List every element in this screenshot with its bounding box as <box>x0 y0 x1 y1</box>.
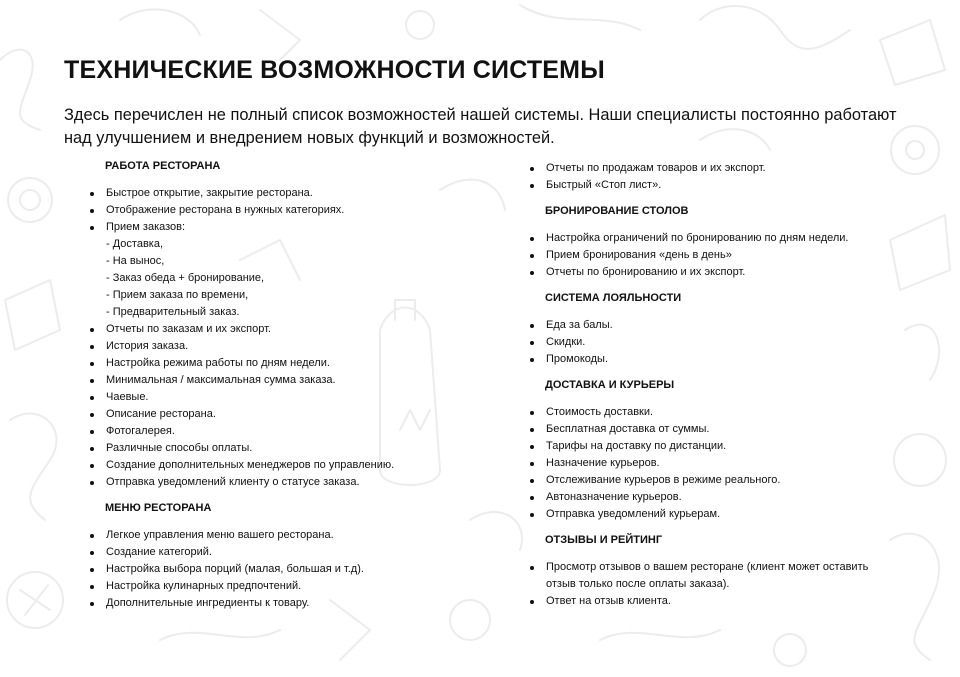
restaurant-work-list <box>88 185 448 491</box>
list-item: Различные способы оплаты. <box>88 440 448 457</box>
list-item: Легкое управления меню вашего ресторана. <box>88 527 448 544</box>
list-item: Отправка уведомлений курьерам. <box>528 506 898 523</box>
list-item: Назначение курьеров. <box>528 455 898 472</box>
page-title: ТЕХНИЧЕСКИЕ ВОЗМОЖНОСТИ СИСТЕМЫ <box>64 56 605 84</box>
section-title-loyalty: СИСТЕМА ЛОЯЛЬНОСТИ <box>545 292 682 304</box>
list-item: Прием бронирования «день в день» <box>528 247 898 264</box>
list-item: Скидки. <box>528 334 898 351</box>
section-title-table-booking: БРОНИРОВАНИЕ СТОЛОВ <box>545 205 689 217</box>
section-title-reviews: ОТЗЫВЫ И РЕЙТИНГ <box>545 534 663 546</box>
list-item: Промокоды. <box>528 351 898 368</box>
list-item: Отчеты по бронированию и их экспорт. <box>528 264 898 281</box>
reviews-list <box>528 559 898 610</box>
list-subitem: - Заказ обеда + бронирование, <box>106 272 265 284</box>
section-title-restaurant-menu: МЕНЮ РЕСТОРАНА <box>105 502 212 514</box>
list-subitem: - Предварительный заказ. <box>106 306 240 318</box>
list-item: Отслеживание курьеров в режиме реального. <box>528 472 898 489</box>
list-item: Дополнительные ингредиенты к товару. <box>88 595 448 612</box>
list-subitem: - Доставка, <box>106 238 164 250</box>
list-subitem: - Прием заказа по времени, <box>106 289 249 301</box>
list-item: Просмотр отзывов о вашем ресторане (клиент может оставить отзыв только после оплаты заказа). <box>528 559 898 593</box>
list-item: Отчеты по продажам товаров и их экспорт. <box>528 160 898 177</box>
intro-paragraph: Здесь перечислен не полный список возможностей нашей системы. Наши специалисты постоянно работают над улучшением и внедрением новых функций и возможностей. <box>64 106 897 147</box>
list-item: Настройка выбора порций (малая, большая и т.д). <box>88 561 448 578</box>
list-item: История заказа. <box>88 338 448 355</box>
list-item: Чаевые. <box>88 389 448 406</box>
list-item: Отображение ресторана в нужных категориях. <box>88 202 448 219</box>
list-item: Настройка режима работы по дням недели. <box>88 355 448 372</box>
list-item: Прием заказов: <box>88 219 448 236</box>
list-item: Бесплатная доставка от суммы. <box>528 421 898 438</box>
list-item: Ответ на отзыв клиента. <box>528 593 898 610</box>
left-column <box>88 158 448 612</box>
continued-list <box>528 160 898 194</box>
list-item: Создание дополнительных менеджеров по управлению. <box>88 457 448 474</box>
section-title-restaurant-work: РАБОТА РЕСТОРАНА <box>105 160 221 172</box>
list-item: Отчеты по заказам и их экспорт. <box>88 321 448 338</box>
list-subitem: - На вынос, <box>106 255 165 267</box>
list-item: Настройка ограничений по бронированию по дням недели. <box>528 230 898 247</box>
list-item: Стоимость доставки. <box>528 404 898 421</box>
restaurant-menu-list <box>88 527 448 612</box>
list-item: Отправка уведомлений клиенту о статусе заказа. <box>88 474 448 491</box>
list-item: Минимальная / максимальная сумма заказа. <box>88 372 448 389</box>
right-column <box>528 160 898 610</box>
section-title-delivery: ДОСТАВКА И КУРЬЕРЫ <box>545 379 675 391</box>
list-item: Быстрый «Стоп лист». <box>528 177 898 194</box>
list-item: Описание ресторана. <box>88 406 448 423</box>
list-item: Фотогалерея. <box>88 423 448 440</box>
list-item: Создание категорий. <box>88 544 448 561</box>
list-item: Настройка кулинарных предпочтений. <box>88 578 448 595</box>
table-booking-list <box>528 230 898 281</box>
list-item: Еда за балы. <box>528 317 898 334</box>
list-item: Быстрое открытие, закрытие ресторана. <box>88 185 448 202</box>
list-item: Автоназначение курьеров. <box>528 489 898 506</box>
delivery-list <box>528 404 898 523</box>
loyalty-list <box>528 317 898 368</box>
list-item: Тарифы на доставку по дистанции. <box>528 438 898 455</box>
